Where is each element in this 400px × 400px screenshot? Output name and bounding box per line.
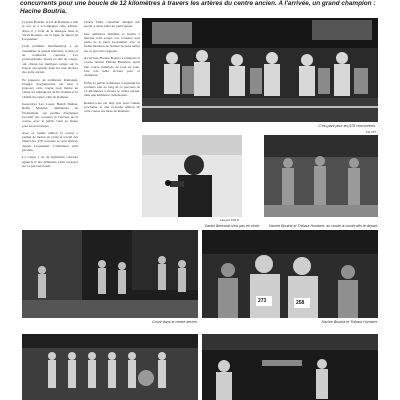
paragraph: Charly Vinel, conseiller délégué aux sports, a aussi salué les participants. <box>84 20 140 29</box>
paragraph: A l'arrivée, Hacine Boutria a remporté la course devant Thibaut Humbert, après une course maîtrisée de bout en bout. Une très belle victoire pour ce champion. <box>84 56 140 78</box>
article-intro <box>20 0 380 16</box>
caption-start: C'est parti pour les 978 concurrents. <box>318 124 376 128</box>
paragraph: Jusqu'alors Leo Lopez, Benoît Dumas, Rémy Monnier, animateurs de l'événement, ont permis d'organiser l'accueil des coureurs et l'arrivée de la course, avec le public venu en masse pour les encourager. <box>22 102 78 128</box>
band-photo <box>22 334 198 400</box>
paragraph: Rendez-vous est déjà pris pour l'année prochaine et une nouvelle édition de cette course nocturne de Romans. <box>84 100 140 114</box>
caption-winners: Hacine Boutria et Thibaut Humbert. <box>321 320 378 324</box>
caption-credit: FD 707 <box>366 130 376 134</box>
paragraph: Cyprien Bourim, le DJ de Romans, a mis le son et a accompagné cette édition. Alors il y avait de la musique dans le Vieux Romans, sur la ligne de départ de Jacquemart. <box>22 20 78 42</box>
runner-with-mic-photo <box>142 135 242 217</box>
bib-number-right: 258 <box>296 300 305 306</box>
paragraph: Cette première manifestation a pu rassembler la grande marraine, le Mac et de nombreux coureurs. Les professionnels, placés en tête de course, ont obtenu les meilleurs temps sur la boucle qui passait dans les rues étroites du centre ancien. <box>22 44 78 75</box>
paragraph: Une ambiance familiale et festive a marqué cette soirée. Les coureurs sont partis de la place Jacquemart avec la ferme intention de réaliser de bons temps sur ce parcours exigeant. <box>84 31 140 53</box>
caption-runner: Daniel Bertrand n'est pas en reste. <box>204 224 260 228</box>
caption-runner-credit: Laurent FOLO <box>220 218 240 222</box>
runners-group-photo <box>264 135 378 217</box>
finish-line-photo <box>202 334 378 400</box>
paragraph: La course a vu de nombreux coureurs aguerris et des débutants venir s'essayer sur ce parcours festif. <box>22 155 78 168</box>
winners-photo <box>202 230 378 318</box>
paragraph: Enfin, le public nombreux a applaudi les coureurs tout au long de ce parcours de 12 kilomètres à travers le centre ancien, dans une ambiance chaleureuse. <box>84 80 140 98</box>
intro-text: concurrents pour une boucle de 12 kilomètres à travers les artères du centre ancien. A l'arrivée, un grand champion : Hacine Boutria. <box>20 0 376 15</box>
start-line-photo <box>142 18 378 122</box>
caption-crowd: Courir dans le centre ancien. <box>152 320 198 324</box>
paragraph: En présence de nombreux Romanais, l'équipe d'organisation ont tenu à proposer cette course pour mettre en valeur les animations de fin d'année et la vitalité du centre-ville de Romans. <box>22 77 78 99</box>
crowd-street-photo <box>22 230 198 318</box>
bib-number-left: 273 <box>258 298 267 304</box>
paragraph: Avec sa 12ème édition la course a permis de mettre en avant le travail des bénévoles. 978 coureurs se sont élancés depuis Jacquemart. L'ambiance était garantie. <box>22 130 78 153</box>
caption-runners: Hacine Boutria et Thibaut Humbert, au coude-à-coude dès le départ. <box>268 224 378 228</box>
